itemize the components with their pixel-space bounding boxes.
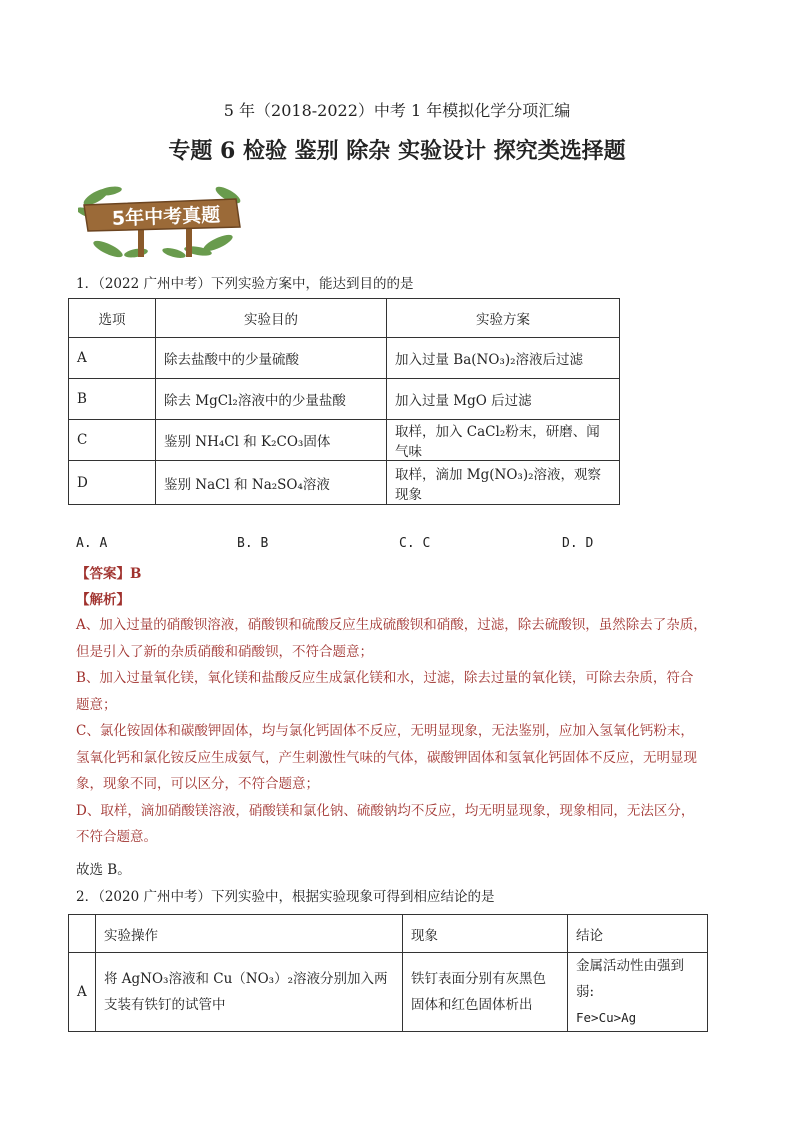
banner-label: 5年中考真题 <box>111 204 221 230</box>
analysis-line: 不符合题意。 <box>76 829 157 845</box>
table-header-cell: 结论 <box>568 915 708 953</box>
choice-a: A. A <box>76 536 108 551</box>
phenomenon-cell: 铁钉表面分别有灰黑色固体和红色固体析出 <box>403 953 568 1032</box>
analysis-label: 【解析】 <box>76 592 130 608</box>
table-header-row <box>69 299 620 338</box>
section-banner <box>78 183 246 261</box>
choice-c: C. C <box>399 536 431 551</box>
table-header-cell <box>69 915 96 953</box>
result-line: Fe>Cu>Ag <box>576 1010 637 1025</box>
choice-b: B. B <box>237 536 269 551</box>
analysis-line: 题意； <box>76 696 117 713</box>
option-cell: B <box>69 379 156 420</box>
analysis-line: 象，现象不同，可以区分，不符合题意； <box>76 776 319 792</box>
option-cell: C <box>69 420 156 461</box>
result-cell <box>568 953 708 1032</box>
table-header-cell: 选项 <box>69 299 156 338</box>
document-title: 专题 6 检验 鉴别 除杂 实验设计 探究类选择题 <box>168 138 626 164</box>
result-line: 金属活动性由强到弱: <box>576 958 684 1000</box>
question-1-stem: 1．（2022 广州中考）下列实验方案中，能达到目的的是 <box>76 276 414 292</box>
answer-label: 【答案】B <box>76 566 142 582</box>
plan-cell: 加入过量 Ba(NO₃)₂溶液后过滤 <box>387 338 620 379</box>
question-2-stem: 2．（2020 广州中考）下列实验中，根据实验现象可得到相应结论的是 <box>76 889 495 905</box>
goal-cell: 除去盐酸中的少量硫酸 <box>156 338 387 379</box>
goal-cell: 鉴别 NaCl 和 Na₂SO₄溶液 <box>156 461 387 505</box>
analysis-line: C、氯化铵固体和碳酸钾固体，均与氯化钙固体不反应，无明显现象，无法鉴别，应加入氢氧化钙粉末， <box>76 723 694 739</box>
goal-cell: 鉴别 NH₄Cl 和 K₂CO₃固体 <box>156 420 387 461</box>
goal-cell: 除去 MgCl₂溶液中的少量盐酸 <box>156 379 387 420</box>
table-row <box>69 338 620 379</box>
table-row <box>69 461 620 505</box>
plan-cell: 取样，加入 CaCl₂粉末，研磨、闻气味 <box>387 420 620 461</box>
analysis-line: D、取样，滴加硝酸镁溶液，硝酸镁和氯化钠、硫酸钠均不反应，均无明显现象，现象相同，无法区分， <box>76 802 695 819</box>
conclusion-text: 故选 B。 <box>76 862 131 878</box>
table-header-cell: 现象 <box>403 915 568 953</box>
option-cell: D <box>69 461 156 505</box>
option-cell: A <box>69 338 156 379</box>
analysis-line: B、加入过量氧化镁，氧化镁和盐酸反应生成氯化镁和水，过滤，除去过量的氧化镁，可除去杂质，符合 <box>76 670 694 686</box>
operation-cell: 将 AgNO₃溶液和 Cu（NO₃）₂溶液分别加入两支装有铁钉的试管中 <box>96 953 403 1032</box>
document-subtitle: 5 年（2018-2022）中考 1 年模拟化学分项汇编 <box>223 101 571 120</box>
table-header-row <box>69 915 708 953</box>
table-row <box>69 379 620 420</box>
question-2-table <box>68 914 708 1032</box>
analysis-body <box>76 612 736 851</box>
table-row <box>69 953 708 1032</box>
plan-cell: 取样，滴加 Mg(NO₃)₂溶液，观察现象 <box>387 461 620 505</box>
table-row <box>69 420 620 461</box>
table-header-cell: 实验目的 <box>156 299 387 338</box>
choice-d: D. D <box>562 536 594 551</box>
option-cell: A <box>69 953 96 1032</box>
analysis-line: 但是引入了新的杂质硝酸和硝酸钡，不符合题意； <box>76 643 373 660</box>
plan-cell: 加入过量 MgO 后过滤 <box>387 379 620 420</box>
analysis-line: 氢氧化钙和氯化铵反应生成氨气，产生刺激性气味的气体，碳酸钾固体和氢氧化钙固体不反应，无明显现 <box>76 749 697 766</box>
table-header-cell: 实验操作 <box>96 915 403 953</box>
analysis-line: A、加入过量的硝酸钡溶液，硝酸钡和硫酸反应生成硫酸钡和硝酸，过滤，除去硫酸钡，虽然除去了杂质， <box>76 617 707 633</box>
table-header-cell: 实验方案 <box>387 299 620 338</box>
question-1-table <box>68 298 620 505</box>
